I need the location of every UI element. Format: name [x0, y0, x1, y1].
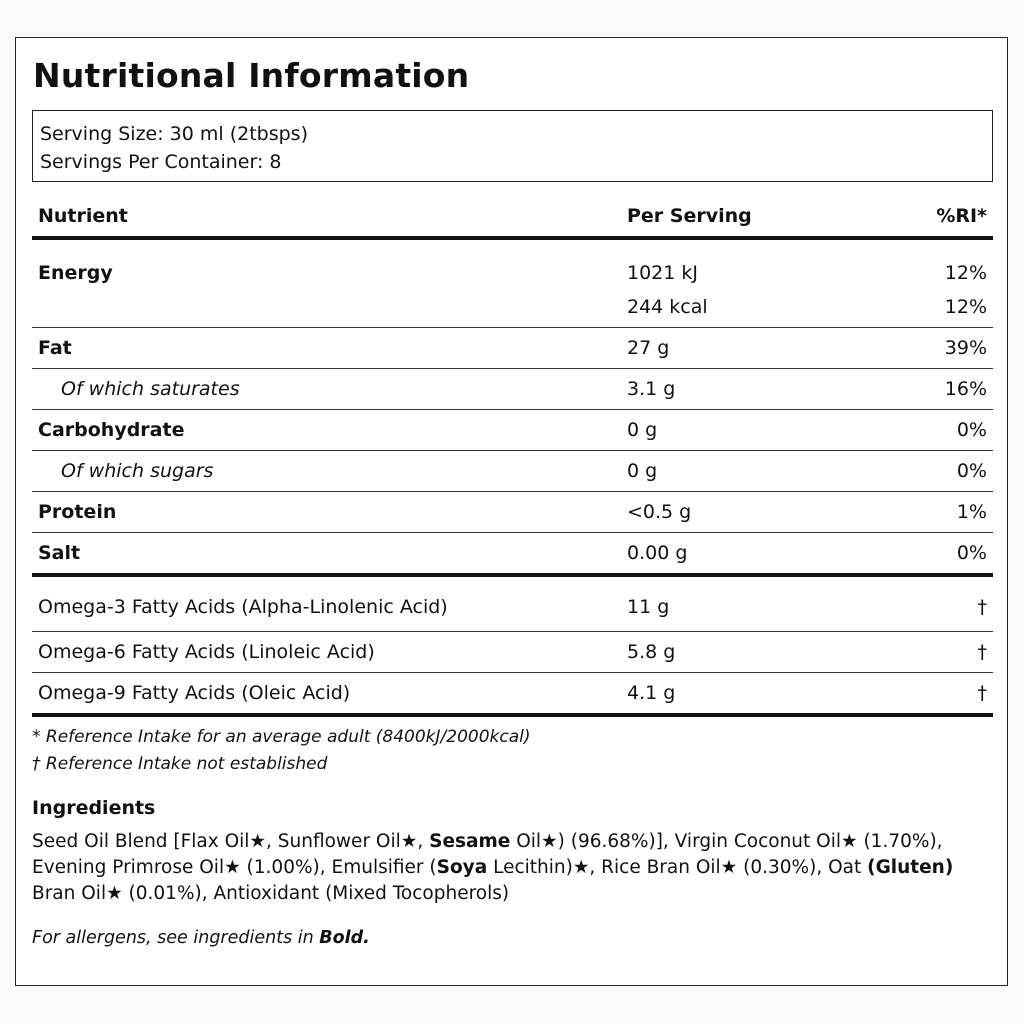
table-header-row — [32, 196, 993, 238]
nutrition-table — [32, 196, 993, 717]
ingredients-part: Bran Oil★ (0.01%), Antioxidant (Mixed Tocopherols) — [32, 883, 510, 904]
per-serving-value: 0 g — [621, 410, 871, 451]
allergen-soya: Soya — [436, 857, 488, 878]
ri-value: 0% — [871, 410, 993, 451]
per-serving-value: 5.8 g — [621, 632, 871, 673]
table-row — [32, 287, 993, 328]
table-row — [32, 533, 993, 576]
page-title: Nutritional Information — [33, 56, 470, 95]
nutrition-panel — [15, 37, 1008, 986]
nutrient-name: Energy — [38, 262, 113, 284]
nutrient-name: Salt — [32, 533, 621, 576]
ri-value: † — [871, 632, 993, 673]
ri-value: † — [871, 673, 993, 716]
serving-box — [32, 110, 993, 182]
table-row — [32, 492, 993, 533]
allergen-note-bold: Bold. — [319, 928, 370, 948]
table-row — [32, 410, 993, 451]
ri-value: 1% — [871, 492, 993, 533]
table-row — [32, 673, 993, 716]
table-row — [32, 369, 993, 410]
per-serving-value: 4.1 g — [621, 673, 871, 716]
table-row — [32, 451, 993, 492]
header-nutrient: Nutrient — [32, 196, 621, 238]
allergen-sesame: Sesame — [429, 831, 511, 852]
ri-value: 12% — [871, 287, 993, 328]
per-serving-value: 244 kcal — [621, 287, 871, 328]
ri-value: 12% — [944, 262, 987, 284]
per-serving-value: 0 g — [621, 451, 871, 492]
table-row — [32, 575, 993, 632]
nutrient-name: Omega-9 Fatty Acids (Oleic Acid) — [32, 673, 621, 716]
nutrient-name: Omega-3 Fatty Acids (Alpha-Linolenic Acid) — [32, 575, 621, 632]
allergen-note-text: For allergens, see ingredients in — [32, 928, 320, 948]
per-serving-value: <0.5 g — [621, 492, 871, 533]
ingredients-text — [32, 829, 994, 907]
table-row — [32, 238, 993, 287]
footnotes — [32, 724, 531, 778]
nutrient-name: Of which sugars — [32, 451, 621, 492]
nutrient-name: Omega-6 Fatty Acids (Linoleic Acid) — [32, 632, 621, 673]
per-serving-value: 0.00 g — [621, 533, 871, 576]
allergen-note — [32, 928, 370, 948]
per-serving-value: 1021 kJ — [627, 262, 698, 284]
servings-per-container: Servings Per Container: 8 — [40, 151, 282, 173]
per-serving-value: 3.1 g — [621, 369, 871, 410]
nutrient-name: Protein — [32, 492, 621, 533]
allergen-gluten: (Gluten) — [867, 857, 954, 878]
ri-value: † — [871, 575, 993, 632]
header-per-serving: Per Serving — [621, 196, 871, 238]
ingredients-part: Lecithin)★, Rice Bran Oil★ (0.30%), Oat — [487, 857, 868, 878]
ri-value: 0% — [871, 533, 993, 576]
per-serving-value: 11 g — [621, 575, 871, 632]
table-row — [32, 632, 993, 673]
nutrient-name: Of which saturates — [32, 369, 621, 410]
header-ri: %RI* — [871, 196, 993, 238]
nutrient-name: Carbohydrate — [32, 410, 621, 451]
ri-value: 0% — [871, 451, 993, 492]
ingredients-part: Seed Oil Blend [Flax Oil★, Sunflower Oil★, — [32, 831, 430, 852]
per-serving-value: 27 g — [621, 328, 871, 369]
ri-value: 39% — [871, 328, 993, 369]
nutrient-name — [32, 287, 621, 328]
ri-value: 16% — [871, 369, 993, 410]
nutrient-name: Fat — [32, 328, 621, 369]
ingredients-heading: Ingredients — [32, 797, 156, 819]
table-row — [32, 328, 993, 369]
serving-size: Serving Size: 30 ml (2tbsps) — [40, 123, 308, 145]
ingredients-part: Oil★) (96.68%)], Virgin Coconut Oil★ (1.70%), Evening Primrose Oil★ (1.00%), Emulsifier ( — [32, 831, 943, 878]
dagger-footnote: † Reference Intake not established — [32, 754, 328, 774]
ri-footnote: * Reference Intake for an average adult (8400kJ/2000kcal) — [32, 727, 531, 747]
